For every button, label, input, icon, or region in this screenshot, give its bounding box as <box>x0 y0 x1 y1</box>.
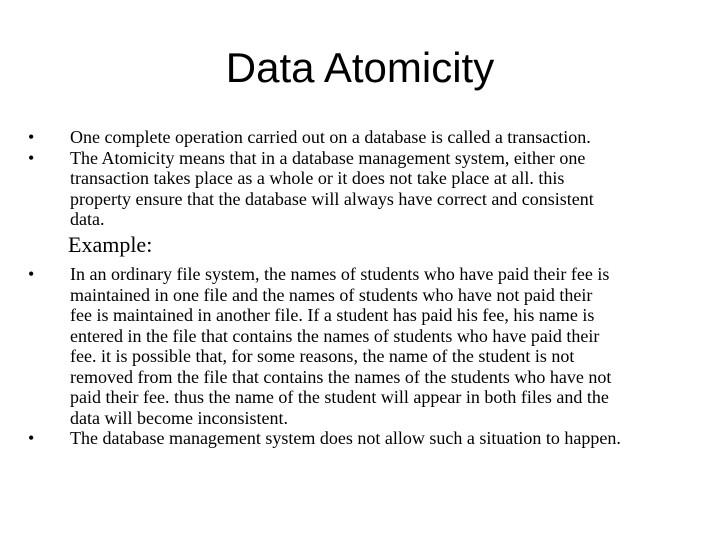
bullet-item <box>28 148 700 230</box>
bullet-icon: • <box>28 147 35 168</box>
bullet-list-top <box>28 127 700 230</box>
bullet-item <box>28 428 700 449</box>
bullet-text: The Atomicity means that in a database management system, either one transaction takes place as a whole or it does not take place at all. this property ensure that the database will always have correct and consistent data. <box>70 147 594 229</box>
bullet-text: One complete operation carried out on a database is called a transaction. <box>70 127 591 147</box>
bullet-icon: • <box>28 127 35 147</box>
bullet-item <box>28 127 700 148</box>
bullet-icon: • <box>28 264 35 284</box>
bullet-text: In an ordinary file system, the names of students who have paid their fee is maintained in one file and the names of students who have not paid their fee is maintained in another file. If a student has paid his fee, his name is entered in the file that contains the names of students who have paid their fee. it is possible that, for some reasons, the name of the student is not removed from the file that contains the names of the students who have not paid their fee. thus the name of the student will appear in both files and the data will become inconsistent. <box>70 264 612 428</box>
bullet-item <box>28 264 700 428</box>
slide-title: Data Atomicity <box>225 44 495 91</box>
bullet-icon: • <box>28 428 35 448</box>
bullet-list-bottom <box>28 264 700 449</box>
bullet-text: The database management system does not allow such a situation to happen. <box>70 428 621 448</box>
example-heading: Example: <box>68 232 153 257</box>
